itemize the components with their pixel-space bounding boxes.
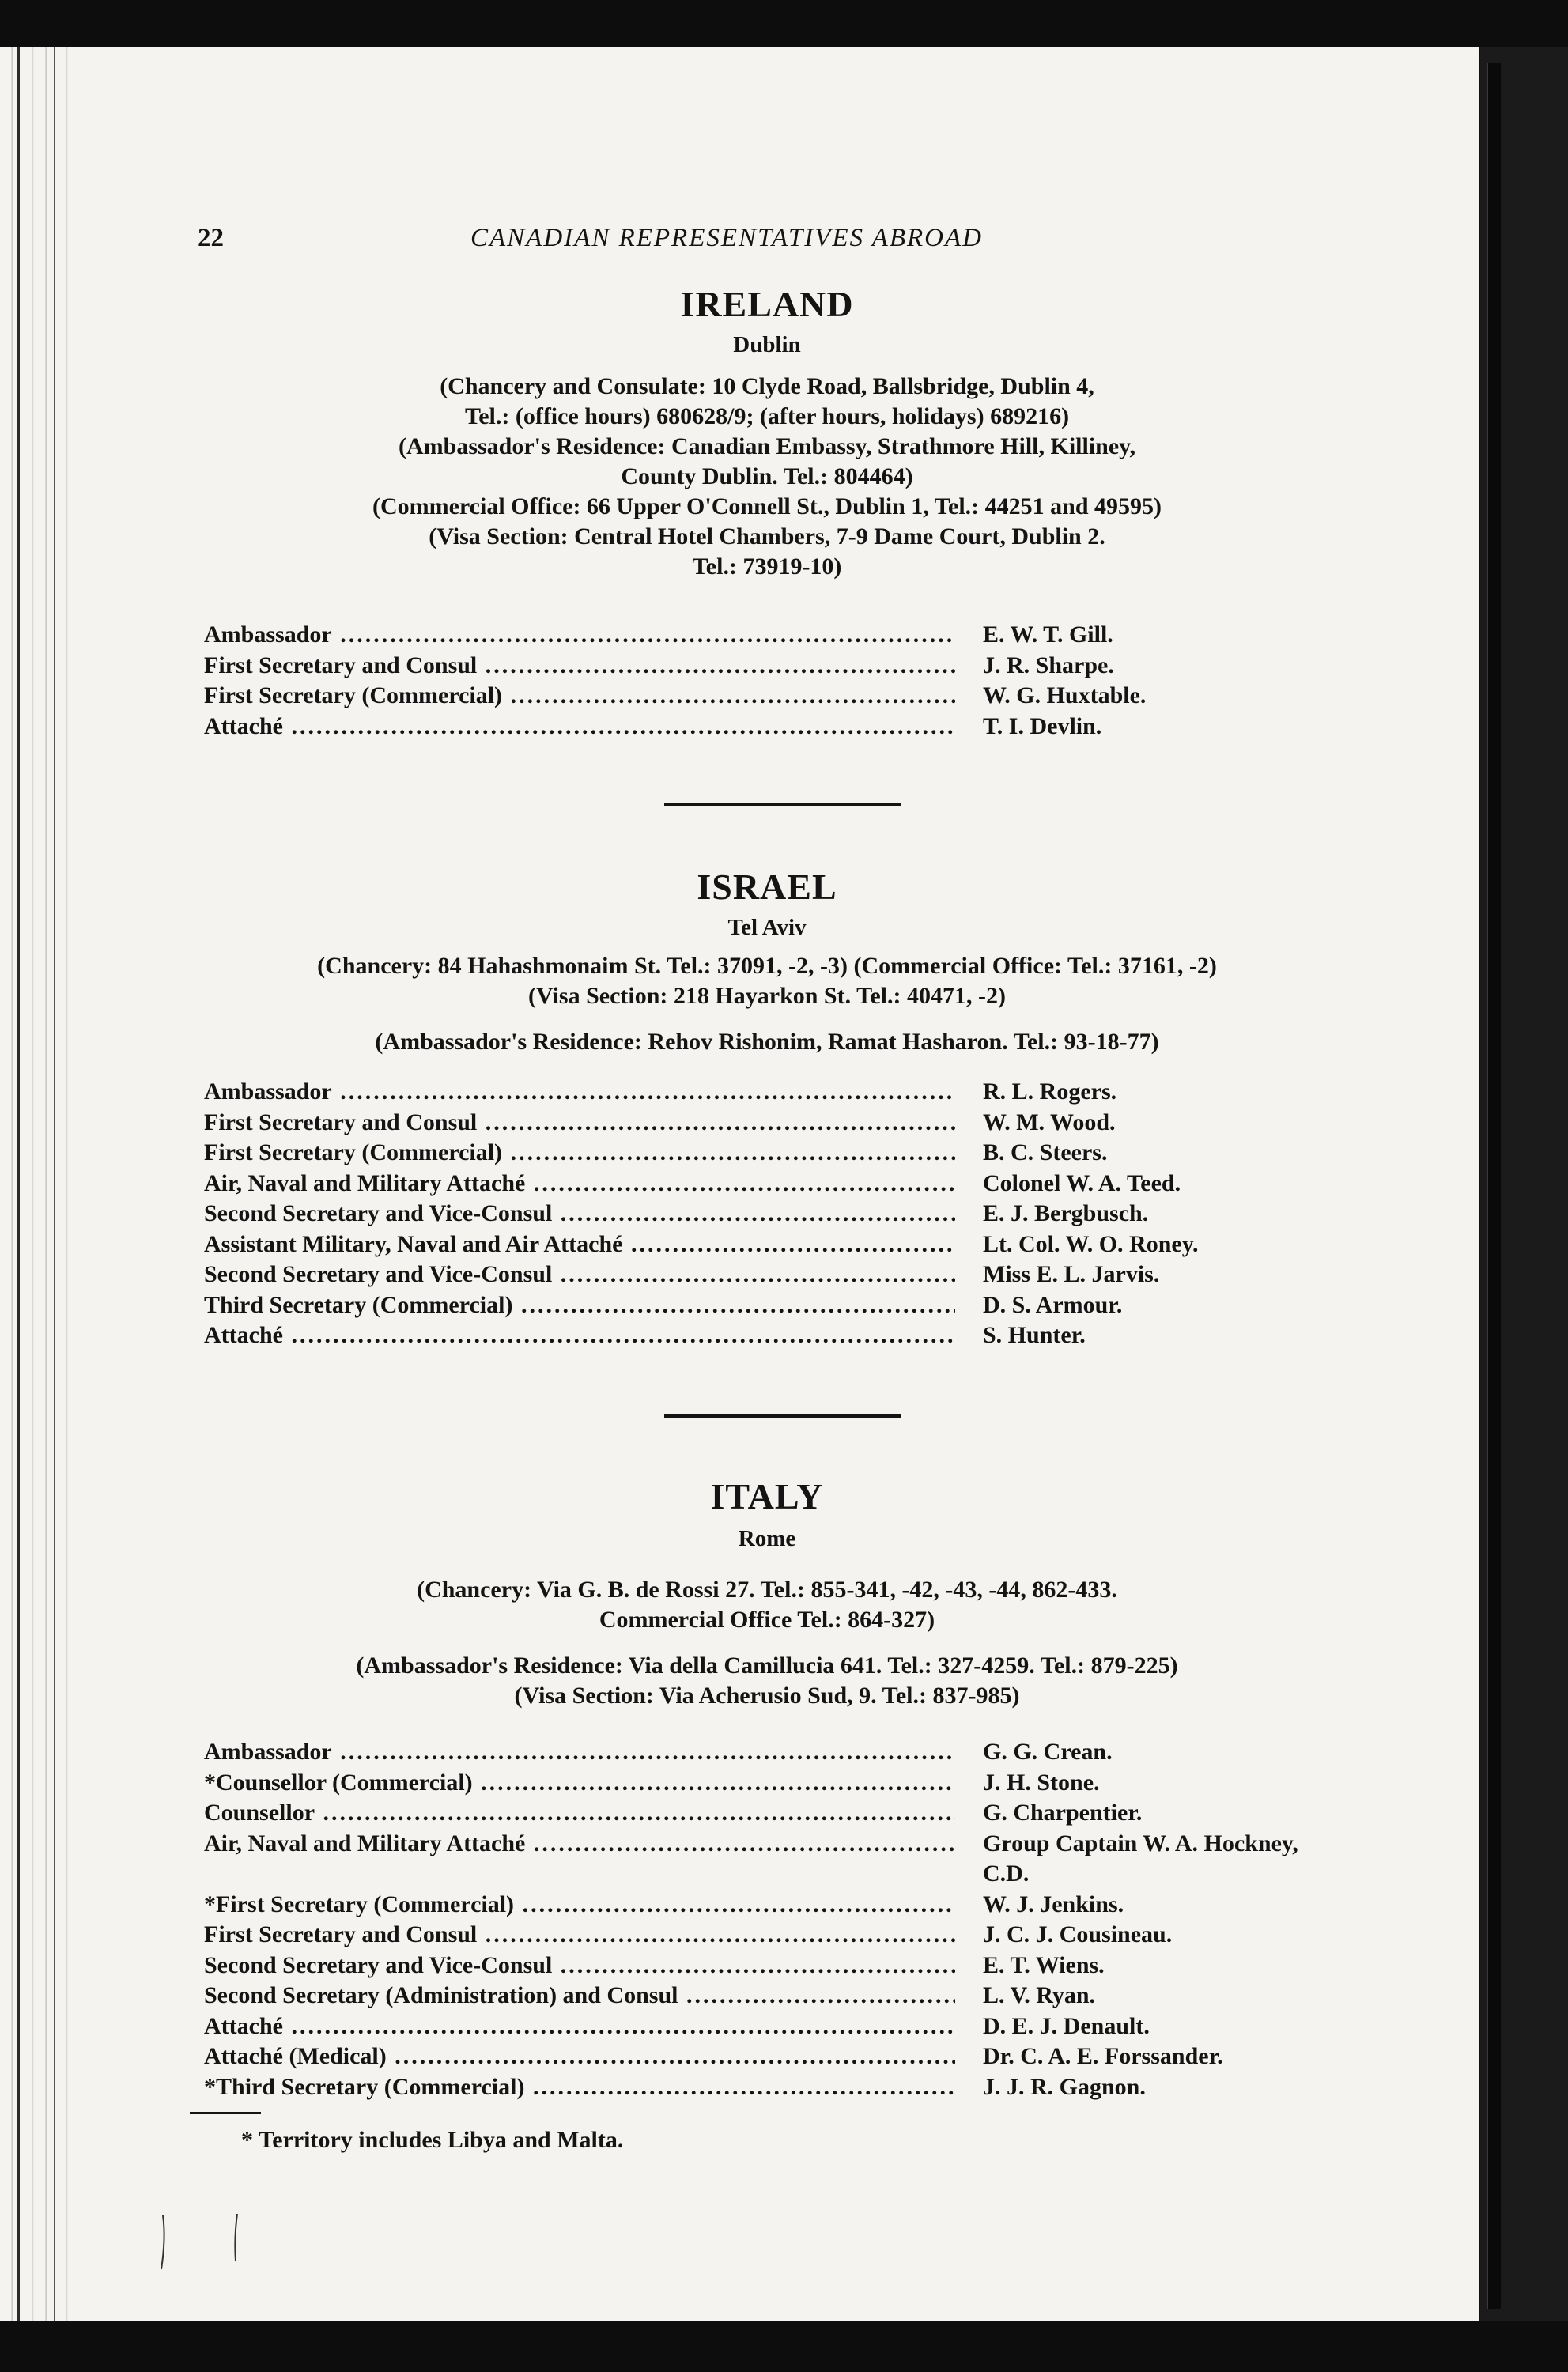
staff-list <box>204 1077 1358 1351</box>
address-line: (Commercial Office: 66 Upper O'Connell St., Dublin 1, Tel.: 44251 and 49595) <box>372 493 1162 519</box>
address-line: (Chancery: Via G. B. de Rossi 27. Tel.: 855-341, -42, -43, -44, 862-433. <box>417 1577 1117 1603</box>
address-line: County Dublin. Tel.: 804464) <box>621 463 913 489</box>
staff-name: W. M. Wood. <box>983 1109 1116 1135</box>
address-line: (Visa Section: 218 Hayarkon St. Tel.: 40471, -2) <box>528 983 1006 1009</box>
scan-bottom-border <box>0 2321 1568 2372</box>
address-line: (Visa Section: Central Hotel Chambers, 7-9 Dame Court, Dublin 2. <box>429 523 1105 550</box>
running-head <box>198 224 1336 255</box>
staff-title: Third Secretary (Commercial) ..... <box>204 1290 955 1320</box>
staff-name: T. I. Devlin. <box>983 712 1102 739</box>
staff-name: J. C. J. Cousineau. <box>983 1921 1173 1947</box>
staff-name: S. Hunter. <box>983 1322 1086 1348</box>
staff-title: First Secretary and Consul ..... <box>204 651 955 681</box>
staff-title: Ambassador ..... <box>204 1077 955 1107</box>
address-block <box>198 372 1336 582</box>
staff-row <box>204 1320 1358 1351</box>
scan-top-border <box>0 0 1568 54</box>
staff-title: Second Secretary and Vice-Consul ..... <box>204 1951 955 1981</box>
staff-title: First Secretary (Commercial) ..... <box>204 681 955 711</box>
address-block <box>198 1575 1336 1711</box>
staff-title: Second Secretary and Vice-Consul ..... <box>204 1199 955 1229</box>
staff-row <box>204 712 1358 742</box>
staff-name: D. S. Armour. <box>983 1291 1123 1318</box>
staff-title: First Secretary and Consul ..... <box>204 1920 955 1950</box>
staff-name: Colonel W. A. Teed. <box>983 1169 1181 1196</box>
staff-name: Lt. Col. W. O. Roney. <box>983 1230 1199 1257</box>
staff-row <box>204 1260 1358 1290</box>
staff-row <box>204 1920 1358 1951</box>
staff-title: First Secretary (Commercial) ..... <box>204 1138 955 1168</box>
address-line: Commercial Office Tel.: 864-327) <box>599 1607 935 1633</box>
staff-title: Attaché ..... <box>204 2011 955 2042</box>
country-heading: IRELAND <box>680 284 854 324</box>
country-heading: ITALY <box>710 1476 824 1516</box>
running-title: CANADIAN REPRESENTATIVES ABROAD <box>470 224 983 252</box>
binding-shadow <box>1487 63 1501 2309</box>
staff-name: W. J. Jenkins. <box>983 1890 1124 1917</box>
staff-title: Air, Naval and Military Attaché ..... <box>204 1829 955 1859</box>
staff-title: Second Secretary (Administration) and Consul ..... <box>204 1981 955 2011</box>
staff-row <box>204 620 1358 651</box>
address-line: (Chancery: 84 Hahashmonaim St. Tel.: 37091, -2, -3) (Commercial Office: Tel.: 37161, -2) <box>317 953 1217 979</box>
staff-name: L. V. Ryan. <box>983 1982 1096 2008</box>
staff-row <box>204 1737 1358 1768</box>
staff-name: E. J. Bergbusch. <box>983 1200 1149 1226</box>
staff-title: Air, Naval and Military Attaché ..... <box>204 1169 955 1199</box>
section-divider <box>664 803 901 806</box>
staff-name: Group Captain W. A. Hockney, C.D. <box>983 1830 1298 1887</box>
staff-name: W. G. Huxtable. <box>983 682 1147 708</box>
staff-row <box>204 1890 1358 1921</box>
scan-right-border <box>1480 47 1568 2325</box>
staff-row <box>204 1199 1358 1229</box>
staff-name: J. H. Stone. <box>983 1769 1100 1796</box>
staff-title: Second Secretary and Vice-Consul ..... <box>204 1260 955 1290</box>
country-heading: ISRAEL <box>697 867 837 907</box>
footnote-rule <box>190 2112 261 2114</box>
staff-title: Attaché ..... <box>204 1320 955 1350</box>
staff-title: *Counsellor (Commercial) ..... <box>204 1768 955 1798</box>
staff-name: E. T. Wiens. <box>983 1951 1105 1978</box>
address-line: (Chancery and Consulate: 10 Clyde Road, Ballsbridge, Dublin 4, <box>440 373 1094 399</box>
staff-row <box>204 651 1358 682</box>
city-heading: Tel Aviv <box>727 915 807 940</box>
address-line: (Ambassador's Residence: Rehov Rishonim, Ramat Hasharon. Tel.: 93-18-77) <box>375 1029 1159 1055</box>
staff-row <box>204 2011 1358 2042</box>
margin-pencil-marks <box>158 2214 253 2277</box>
staff-title: Counsellor ..... <box>204 1798 955 1828</box>
footnote: * Territory includes Libya and Malta. <box>241 2127 624 2153</box>
staff-name: J. J. R. Gagnon. <box>983 2073 1146 2100</box>
address-line: (Visa Section: Via Acherusio Sud, 9. Tel.: 837-985) <box>514 1683 1020 1709</box>
staff-title: *First Secretary (Commercial) ..... <box>204 1890 955 1920</box>
address-block <box>186 951 1348 1057</box>
staff-name: D. E. J. Denault. <box>983 2012 1150 2039</box>
staff-row <box>204 1138 1358 1169</box>
staff-title: Attaché ..... <box>204 712 955 742</box>
staff-row <box>204 1108 1358 1139</box>
staff-name: Miss E. L. Jarvis. <box>983 1261 1160 1287</box>
staff-name: R. L. Rogers. <box>983 1078 1117 1105</box>
staff-row <box>204 1798 1358 1829</box>
staff-list <box>204 620 1358 742</box>
staff-row <box>204 1290 1358 1321</box>
staff-title: First Secretary and Consul ..... <box>204 1108 955 1138</box>
staff-row <box>204 1077 1358 1108</box>
address-line: Tel.: (office hours) 680628/9; (after hours, holidays) 689216) <box>464 403 1070 429</box>
city-heading: Rome <box>738 1526 796 1551</box>
staff-row <box>204 1768 1358 1799</box>
staff-row <box>204 2072 1358 2103</box>
staff-name: B. C. Steers. <box>983 1139 1108 1165</box>
section-divider <box>664 1414 901 1418</box>
address-line: (Ambassador's Residence: Canadian Embassy, Strathmore Hill, Killiney, <box>398 433 1136 459</box>
page-binding-edge <box>0 47 79 2325</box>
staff-name: Dr. C. A. E. Forssander. <box>983 2043 1223 2069</box>
staff-row <box>204 1951 1358 1981</box>
staff-name: E. W. T. Gill. <box>983 621 1113 648</box>
staff-list <box>204 1737 1358 2102</box>
staff-row <box>204 1829 1358 1890</box>
staff-title: Attaché (Medical) ..... <box>204 2042 955 2072</box>
staff-title: *Third Secretary (Commercial) ..... <box>204 2072 955 2102</box>
staff-row <box>204 2042 1358 2072</box>
staff-name: G. G. Crean. <box>983 1739 1113 1765</box>
staff-row <box>204 1169 1358 1199</box>
city-heading: Dublin <box>733 332 801 357</box>
staff-name: G. Charpentier. <box>983 1800 1143 1826</box>
staff-row <box>204 1981 1358 2011</box>
address-line: (Ambassador's Residence: Via della Camillucia 641. Tel.: 327-4259. Tel.: 879-225) <box>356 1652 1178 1679</box>
staff-title: Ambassador ..... <box>204 1737 955 1767</box>
binding-line <box>54 47 55 2325</box>
staff-row <box>204 1229 1358 1260</box>
staff-row <box>204 681 1358 712</box>
binding-line <box>17 47 20 2325</box>
staff-name: J. R. Sharpe. <box>983 652 1114 678</box>
staff-title: Ambassador ..... <box>204 620 955 650</box>
page-number: 22 <box>198 224 224 252</box>
staff-title: Assistant Military, Naval and Air Attaché ..... <box>204 1229 955 1260</box>
address-line: Tel.: 73919-10) <box>692 553 842 580</box>
